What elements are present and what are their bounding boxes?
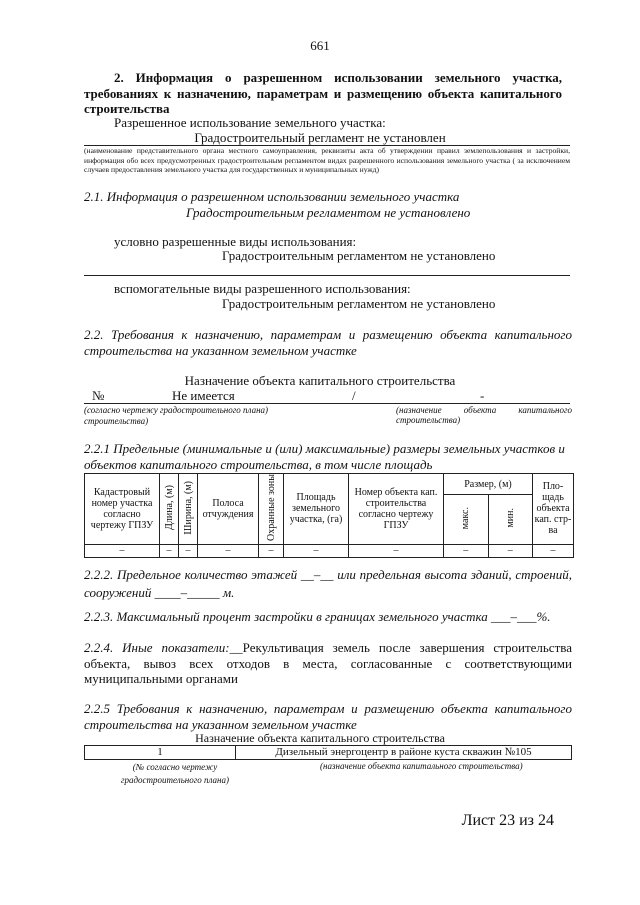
cell-length: – (160, 544, 179, 557)
cell-min: – (488, 544, 533, 557)
th-objarea: Пло-щадь объекта кап. стр-ва (533, 474, 574, 545)
cell-objarea: – (533, 544, 574, 557)
s225-num: 1 (85, 746, 236, 760)
s225-note-left: (№ согласно чертежу градостроительного плана) (120, 762, 230, 785)
s22-no-value: Не имеется (172, 388, 235, 403)
table-row (85, 746, 572, 760)
th-cadastral: Кадастровый номер участка согласно чертежу ГПЗУ (85, 474, 160, 545)
section-2-1-title: 2.1. Информация о разрешенном использовании земельного участка (84, 189, 460, 204)
table-row (85, 544, 574, 557)
page-number: 661 (310, 38, 330, 53)
th-protect: Охранные зоны (259, 474, 284, 545)
cell-protect: – (259, 544, 284, 557)
s22-note-left: (согласно чертежу градостроительного плана) (84, 405, 269, 415)
conditional-use-value: Градостроительным регламентом не установлено (222, 248, 496, 263)
th-area: Площадь земельного участка, (га) (284, 474, 349, 545)
parameters-table (84, 473, 574, 558)
s22-dash: - (480, 388, 485, 403)
section-2-2-4 (84, 640, 572, 687)
cell-cadastral: – (85, 544, 160, 557)
s22-no-label: № (92, 388, 105, 403)
th-length: Длина, (м) (160, 474, 179, 545)
s225-table (84, 745, 572, 760)
th-min: мин. (488, 495, 533, 545)
th-objnum: Номер объекта кап. строительства согласно чертежу ГПЗУ (349, 474, 444, 545)
th-max: макс. (444, 495, 489, 545)
s225-note-right: (назначение объекта капитального строительства) (320, 761, 523, 771)
section-2-2-5-title: 2.2.5 Требования к назначению, параметрам и размещению объекта капитального строительства на указанном земельном участке (84, 701, 572, 732)
conditional-use-label: условно разрешенные виды использования: (114, 234, 357, 249)
s22-note-right: (назначение объекта капитального строительства) (396, 405, 572, 425)
s22-note-right-cont: строительства) (84, 416, 149, 426)
s225-purpose: Дизельный энергоцентр в районе куста скважин №105 (236, 746, 572, 760)
section-2-heading: 2. Информация о разрешенном использовании земельного участка, требованиях к назначению, параметрам и размещению объекта капитального строительства (84, 70, 562, 116)
section-2-2-3: 2.2.3. Максимальный процент застройки в границах земельного участка ___–___%. (84, 609, 551, 624)
cell-strip: – (198, 544, 259, 557)
s224-value: __Рекультивация земель после завершения строительства объекта, вывоз всех отходов в места, согласованные с соответствующими муниципальными органами (84, 640, 572, 686)
auxiliary-use-label: вспомогательные виды разрешенного использования: (114, 281, 411, 296)
s22-slash: / (352, 388, 356, 403)
section-2-2-title: 2.2. Требования к назначению, параметрам и размещению объекта капитального строительства на указанном земельном участке (84, 327, 572, 358)
s225-purpose-title: Назначение объекта капитального строительства (195, 731, 445, 745)
s22-purpose-title: Назначение объекта капитального строительства (184, 373, 456, 388)
cell-area: – (284, 544, 349, 557)
permitted-use-value: Градостроительный регламент не установлен (194, 130, 446, 145)
s224-label: 2.2.4. Иные показатели: (84, 640, 230, 655)
th-width: Ширина, (м) (179, 474, 198, 545)
separator-line (84, 275, 570, 276)
s22-underline (84, 403, 570, 404)
th-strip: Полоса отчуждения (198, 474, 259, 545)
sheet-footer: Лист 23 из 24 (461, 812, 554, 829)
th-size: Размер, (м) (444, 474, 533, 495)
cell-objnum: – (349, 544, 444, 557)
cell-width: – (179, 544, 198, 557)
section-2-2-1-title: 2.2.1 Предельные (минимальные и (или) максимальные) размеры земельных участков и объектов капитального строительства, в том числе площадь (84, 441, 565, 472)
section-2-2-2: 2.2.2. Предельное количество этажей __–__ или предельная высота зданий, строений, сооружений ____–_____ м. (84, 567, 572, 600)
permitted-use-note: (наименование представительного органа местного самоуправления, реквизиты акта об утверждении правил землепользования и застройки, информация обо всех предусмотренных градостроительным регламентом видах разрешенного использования земельного участка ( за исключением случаев предоставления земельного участка для государственных и муниципальных нужд) (84, 146, 570, 174)
auxiliary-use-value: Градостроительным регламентом не установлено (222, 296, 496, 311)
cell-max: – (444, 544, 489, 557)
section-2-1-value: Градостроительным регламентом не установлено (186, 205, 471, 220)
permitted-use-label: Разрешенное использование земельного участка: (114, 115, 386, 130)
